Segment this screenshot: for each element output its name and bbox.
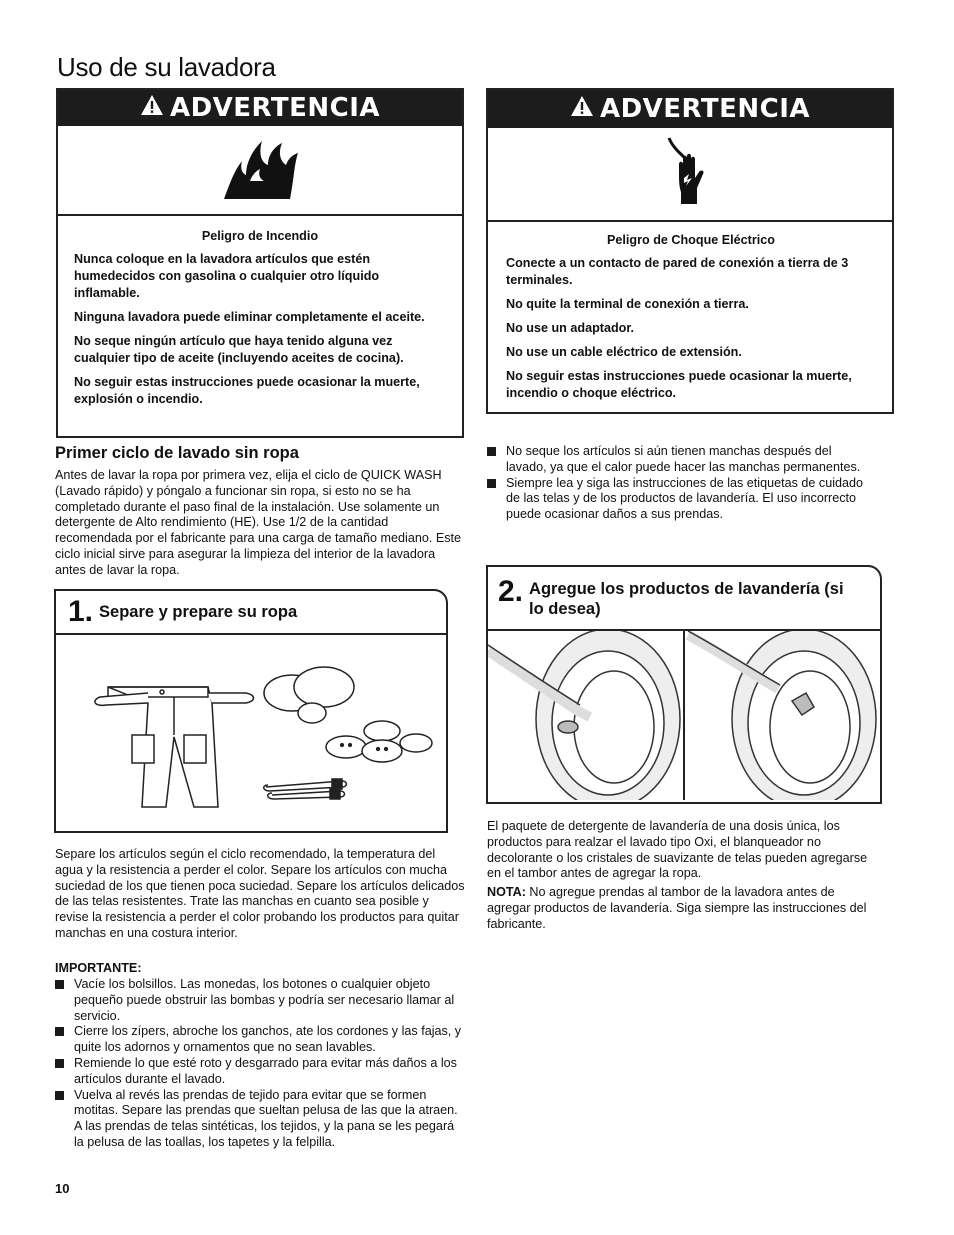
shock-warning-line: No use un adaptador.: [506, 321, 635, 335]
step2-label: Agregue los productos de lavandería (si lo desea): [529, 580, 844, 618]
important-label: IMPORTANTE:: [55, 961, 142, 975]
shock-warning-line: No quite la terminal de conexión a tierra.: [506, 297, 749, 311]
warning-triangle-icon: [570, 94, 594, 124]
washer-drum-illustration: [488, 631, 880, 800]
fire-warning-heading: Peligro de Incendio: [201, 229, 319, 243]
step2-note: [487, 885, 872, 932]
list-item: Vacíe los bolsillos. Las monedas, los botones o cualquier objeto pequeño puede obstruir las bombas y podría ser necesario llamar al servicio.: [55, 977, 465, 1024]
fire-icon-box: [58, 126, 462, 216]
step1-label: Separe y prepare su ropa: [99, 602, 298, 621]
buttons-icon: [326, 721, 432, 762]
pants-icon: [95, 687, 254, 807]
list-item: Remiende lo que esté roto y desgarrado para evitar más daños a los artículos durante el lavado.: [55, 1056, 465, 1088]
step1-box: [54, 589, 448, 833]
list-item: Cierre los zípers, abroche los ganchos, ate los cordones y las fajas, y quite los adornos y ornamentos que no sean lavables.: [55, 1024, 465, 1056]
step1-number: 1.: [68, 595, 94, 628]
step2-box: [486, 565, 882, 804]
page-title: Uso de su lavadora: [57, 52, 276, 82]
step2-text: El paquete de detergente de lavandería de una dosis única, los productos para realzar el lavado tipo Oxi, el blanqueador no decolorante o los cristales de suavizante de telas pueden agregarse en el tambor antes de agregar la ropa.: [487, 819, 868, 881]
important-list: [55, 977, 465, 1151]
warning-banner-label: ADVERTENCIA: [169, 93, 381, 123]
note-text: No agregue prendas al tambor de la lavadora antes de agregar productos de lavandería. Siga siempre las instrucciones del fabricante.: [487, 885, 867, 931]
shock-warning-line: Conecte a un contacto de pared de conexión a tierra de 3 terminales.: [506, 256, 849, 287]
coins-icon: [264, 667, 354, 723]
step2-number: 2.: [498, 575, 524, 608]
step1-illustration: [56, 635, 446, 831]
shock-icon-box: [488, 128, 892, 222]
step2-illustration: [488, 631, 880, 800]
note-label: NOTA:: [487, 885, 526, 899]
electric-shock-icon: [659, 134, 721, 215]
shock-warning-line: No use un cable eléctrico de extensión.: [506, 345, 742, 359]
safety-pins-icon: [264, 779, 347, 799]
page-number: 10: [55, 1181, 70, 1196]
fire-warning-box: [56, 88, 464, 438]
shock-warning-line: No seguir estas instrucciones puede ocasionar la muerte, incendio o choque eléctrico.: [506, 369, 852, 400]
list-item: No seque los artículos si aún tienen manchas después del lavado, ya que el calor puede hacer las manchas permanentes.: [487, 444, 872, 476]
warning-banner: [58, 90, 462, 126]
shock-warning-heading: Peligro de Choque Eléctrico: [607, 233, 775, 247]
right-bullet-list: [487, 444, 872, 523]
fire-warning-line: Nunca coloque en la lavadora artículos que estén humedecidos con gasolina o cualquier otro líquido inflamable.: [74, 252, 380, 300]
list-item: Vuelva al revés las prendas de tejido para evitar que se formen motitas. Separe las prendas que sueltan pelusa de las que la atraen. A las prendas de telas sintéticas, los tejidos, y la pana se les pegará la pelusa de las toallas, los tapetes y la felpilla.: [55, 1088, 465, 1151]
fire-warning-line: No seque ningún artículo que haya tenido alguna vez cualquier tipo de aceite (incluyendo aceites de cocina).: [74, 334, 404, 365]
fire-warning-line: No seguir estas instrucciones puede ocasionar la muerte, explosión o incendio.: [74, 375, 420, 406]
warning-banner: [488, 90, 892, 128]
list-item: Siempre lea y siga las instrucciones de las etiquetas de cuidado de las telas y de los productos de lavandería. El uso incorrecto puede ocasionar daños a sus prendas.: [487, 476, 872, 523]
warning-banner-label: ADVERTENCIA: [599, 94, 811, 124]
clothes-illustration: [56, 635, 446, 831]
fire-icon: [220, 135, 300, 206]
shock-warning-box: [486, 88, 894, 414]
washer-drum-icon: [688, 631, 876, 800]
warning-triangle-icon: [140, 93, 164, 123]
washer-drum-icon: [488, 631, 680, 800]
fire-warning-line: Ninguna lavadora puede eliminar completamente el aceite.: [74, 310, 425, 324]
first-cycle-heading: Primer ciclo de lavado sin ropa: [55, 444, 299, 462]
step1-text: Separe los artículos según el ciclo recomendado, la temperatura del agua y la resistencia a perder el color. Separe los artículos con mucha suciedad de los que tienen poca suciedad. Separe los artículos delicados de las telas resistentes. Trate las manchas en cuanto sea posible y revise la resistencia a perder el color probando los productos para quitar manchas en una costura interior.: [55, 847, 465, 940]
first-cycle-text: Antes de lavar la ropa por primera vez, elija el ciclo de QUICK WASH (Lavado rápido) y póngalo a funcionar sin ropa, si esto no se ha completado durante el paso final de la instalación. Use solamente un detergente de Alto rendimiento (HE). Use 1/2 de la cantidad recomendada por el fabricante para una carga de tamaño mediano. Este ciclo inicial sirve para asegurar la limpieza del interior de la lavadora antes de lavar la ropa.: [55, 468, 462, 577]
